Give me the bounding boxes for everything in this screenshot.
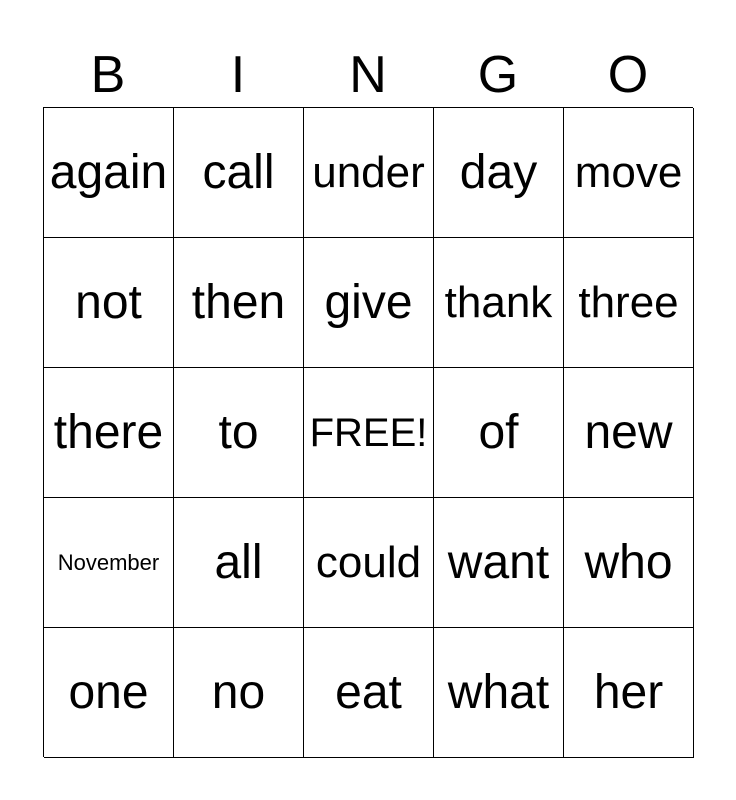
bingo-cell[interactable]: under <box>304 108 434 238</box>
header-letter-g: G <box>477 46 519 104</box>
bingo-cell[interactable]: three <box>564 238 694 368</box>
bingo-cell[interactable]: her <box>564 628 694 758</box>
bingo-cell[interactable]: of <box>434 368 564 498</box>
bingo-cell[interactable]: there <box>44 368 174 498</box>
bingo-cell[interactable]: day <box>434 108 564 238</box>
header-letter-n: N <box>349 46 387 104</box>
bingo-board <box>43 107 693 757</box>
bingo-cell[interactable]: new <box>564 368 694 498</box>
header-letter-i: I <box>230 46 246 104</box>
bingo-header <box>43 44 693 106</box>
bingo-cell[interactable]: to <box>174 368 304 498</box>
bingo-cell[interactable]: then <box>174 238 304 368</box>
bingo-cell[interactable]: November <box>44 498 174 628</box>
bingo-cell[interactable]: thank <box>434 238 564 368</box>
bingo-cell[interactable]: what <box>434 628 564 758</box>
bingo-cell[interactable]: one <box>44 628 174 758</box>
header-letter-o: O <box>607 46 649 104</box>
bingo-cell[interactable]: again <box>44 108 174 238</box>
bingo-cell[interactable]: no <box>174 628 304 758</box>
bingo-cell[interactable]: give <box>304 238 434 368</box>
bingo-cell[interactable]: could <box>304 498 434 628</box>
bingo-cell[interactable]: who <box>564 498 694 628</box>
bingo-cell[interactable]: move <box>564 108 694 238</box>
bingo-cell[interactable]: all <box>174 498 304 628</box>
bingo-cell[interactable]: not <box>44 238 174 368</box>
bingo-cell[interactable]: want <box>434 498 564 628</box>
bingo-cell[interactable]: eat <box>304 628 434 758</box>
header-letter-b: B <box>90 46 126 104</box>
bingo-cell[interactable]: call <box>174 108 304 238</box>
free-space-cell[interactable]: FREE! <box>304 368 434 498</box>
